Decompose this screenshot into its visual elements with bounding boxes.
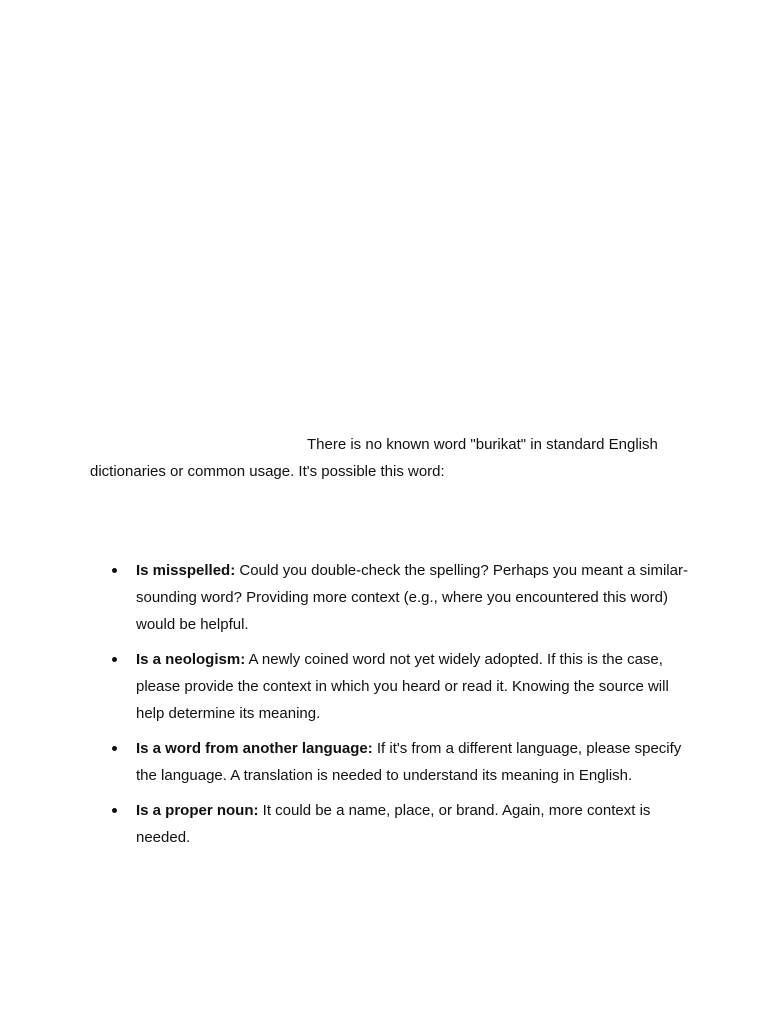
bullet-icon xyxy=(112,746,117,751)
list-item xyxy=(90,735,690,789)
item-text: If it's from a different language, please specify the language. A translation is needed to understand its meaning in English. xyxy=(136,740,682,784)
possibility-list xyxy=(90,557,690,859)
item-term: Is a proper noun: xyxy=(136,802,259,819)
item-term: Is misspelled: xyxy=(136,562,236,579)
list-item xyxy=(90,797,690,851)
item-text: A newly coined word not yet widely adopted. If this is the case, please provide the context in which you heard or read it. Knowing the source will help determine its meaning. xyxy=(136,651,669,722)
item-term: Is a neologism: xyxy=(136,651,246,668)
bullet-icon xyxy=(112,657,117,662)
list-item xyxy=(90,557,690,638)
item-text: It could be a name, place, or brand. Again, more context is needed. xyxy=(136,802,651,846)
bullet-icon xyxy=(112,568,117,573)
intro-paragraph: There is no known word "burikat" in standard English dictionaries or common usage. It's possible this word: xyxy=(90,436,658,480)
list-item xyxy=(90,646,690,727)
item-text: Could you double-check the spelling? Perhaps you meant a similar-sounding word? Providing more context (e.g., where you encountered this word) would be helpful. xyxy=(136,562,688,633)
item-term: Is a word from another language: xyxy=(136,740,373,757)
bullet-icon xyxy=(112,808,117,813)
